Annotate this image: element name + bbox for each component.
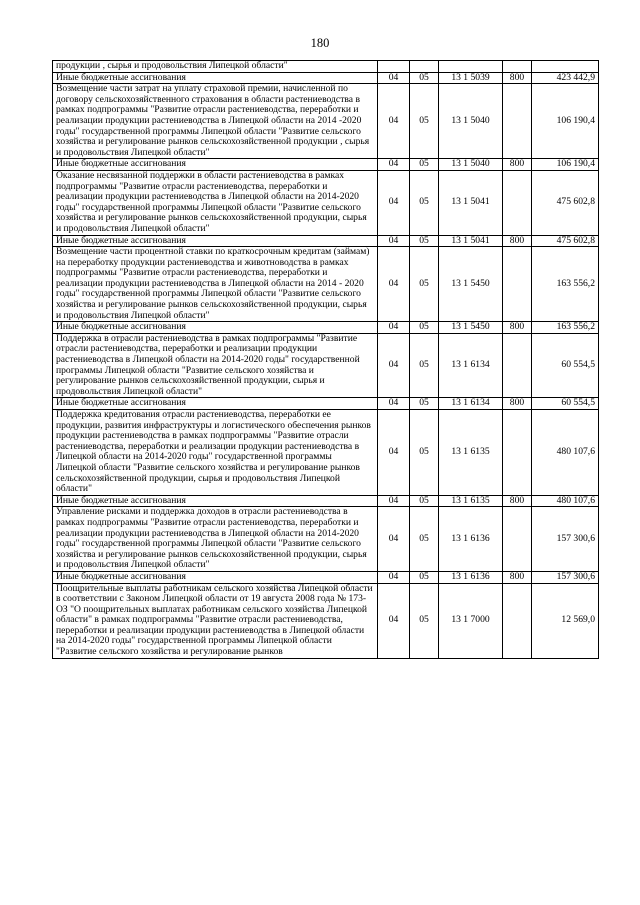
row-section-cell: 04 — [378, 235, 410, 247]
row-section-cell: 04 — [378, 495, 410, 507]
table-row — [53, 507, 599, 572]
row-section-cell: 04 — [378, 571, 410, 583]
row-name-cell: продукции , сырья и продовольствия Липецкой области" — [53, 61, 378, 73]
row-name-cell: Иные бюджетные ассигнования — [53, 235, 378, 247]
row-subsection-cell: 05 — [410, 247, 439, 322]
table-row — [53, 322, 599, 334]
row-target-cell: 13 1 7000 — [439, 583, 503, 658]
row-subsection-cell: 05 — [410, 170, 439, 235]
row-subsection-cell: 05 — [410, 583, 439, 658]
row-name-cell: Управление рисками и поддержка доходов в отрасли растениеводства в рамках подпрограммы "Развитие отрасли растениеводства, переработки и реализации продукции растениеводства в Липецкой области на 2014-2020 годы" государственной программы Липецкой области "Развитие сельского хозяйства и регулирование рынков сельскохозяйственной продукции, сырья и продовольствия Липецкой области" — [53, 507, 378, 572]
table-row — [53, 159, 599, 171]
row-section-cell: 04 — [378, 322, 410, 334]
row-section-cell: 04 — [378, 398, 410, 410]
row-subsection-cell: 05 — [410, 235, 439, 247]
row-name-cell: Иные бюджетные ассигнования — [53, 571, 378, 583]
budget-table-body — [53, 61, 599, 659]
table-row — [53, 410, 599, 496]
row-section-cell: 04 — [378, 333, 410, 398]
table-row — [53, 398, 599, 410]
row-target-cell: 13 1 5041 — [439, 235, 503, 247]
row-name-cell: Иные бюджетные ассигнования — [53, 159, 378, 171]
row-expense-cell: 800 — [503, 322, 532, 334]
row-subsection-cell: 05 — [410, 84, 439, 159]
row-expense-cell — [503, 583, 532, 658]
row-target-cell: 13 1 5041 — [439, 170, 503, 235]
row-target-cell: 13 1 5039 — [439, 72, 503, 84]
row-expense-cell — [503, 170, 532, 235]
row-section-cell: 04 — [378, 507, 410, 572]
row-expense-cell — [503, 84, 532, 159]
row-subsection-cell: 05 — [410, 410, 439, 496]
row-expense-cell — [503, 247, 532, 322]
row-name-cell: Поощрительные выплаты работникам сельского хозяйства Липецкой области в соответствии с Законом Липецкой области от 19 августа 2008 года № 173-ОЗ "О поощрительных выплатах работникам сельского хозяйства Липецкой области" в рамках подпрограммы "Развитие отрасли растениеводства, переработки и реализации продукции растениеводства в Липецкой области на 2014-2020 годы" государственной программы Липецкой области "Развитие сельского хозяйства и регулирование рынков — [53, 583, 378, 658]
row-amount-cell: 475 602,8 — [532, 235, 599, 247]
row-amount-cell: 106 190,4 — [532, 159, 599, 171]
row-expense-cell: 800 — [503, 495, 532, 507]
row-target-cell — [439, 61, 503, 73]
row-section-cell: 04 — [378, 84, 410, 159]
row-name-cell: Возмещение части процентной ставки по краткосрочным кредитам (займам) на переработку продукции растениеводства и животноводства в рамках подпрограммы "Развитие отрасли растениеводства, переработки и реализации продукции растениеводства в Липецкой области на 2014 - 2020 годы" государственной программы Липецкой области "Развитие сельского хозяйства и регулирование рынков сельскохозяйственной продукции, сырья и продовольствия Липецкой области" — [53, 247, 378, 322]
row-expense-cell — [503, 507, 532, 572]
row-target-cell: 13 1 6135 — [439, 495, 503, 507]
row-name-cell: Поддержка кредитования отрасли растениеводства, переработки ее продукции, развития инфраструктуры и логистического обеспечения рынков продукции растениеводства в рамках подпрограммы "Развитие отрасли растениеводства, переработки и реализации продукции растениеводства в Липецкой области на 2014-2020 годы" государственной программы Липецкой области "Развитие сельского хозяйства и регулирование рынков сельскохозяйственной продукции, сырья и продовольствия Липецкой области" — [53, 410, 378, 496]
row-name-cell: Иные бюджетные ассигнования — [53, 398, 378, 410]
row-target-cell: 13 1 6135 — [439, 410, 503, 496]
row-section-cell — [378, 61, 410, 73]
row-target-cell: 13 1 6134 — [439, 333, 503, 398]
row-amount-cell: 423 442,9 — [532, 72, 599, 84]
row-amount-cell — [532, 61, 599, 73]
row-amount-cell: 480 107,6 — [532, 410, 599, 496]
budget-table — [52, 60, 599, 659]
table-row — [53, 571, 599, 583]
table-row — [53, 84, 599, 159]
row-expense-cell — [503, 410, 532, 496]
row-expense-cell: 800 — [503, 159, 532, 171]
row-target-cell: 13 1 5450 — [439, 247, 503, 322]
row-subsection-cell: 05 — [410, 507, 439, 572]
row-section-cell: 04 — [378, 72, 410, 84]
row-name-cell: Иные бюджетные ассигнования — [53, 322, 378, 334]
table-row — [53, 583, 599, 658]
row-expense-cell: 800 — [503, 235, 532, 247]
row-subsection-cell: 05 — [410, 159, 439, 171]
row-amount-cell: 163 556,2 — [532, 247, 599, 322]
row-subsection-cell: 05 — [410, 571, 439, 583]
row-amount-cell: 106 190,4 — [532, 84, 599, 159]
row-section-cell: 04 — [378, 583, 410, 658]
page-number: 180 — [310, 36, 330, 50]
table-row — [53, 61, 599, 73]
table-row — [53, 247, 599, 322]
row-amount-cell: 475 602,8 — [532, 170, 599, 235]
row-expense-cell: 800 — [503, 398, 532, 410]
row-subsection-cell: 05 — [410, 495, 439, 507]
row-target-cell: 13 1 6136 — [439, 507, 503, 572]
row-section-cell: 04 — [378, 170, 410, 235]
row-section-cell: 04 — [378, 247, 410, 322]
row-name-cell: Возмещение части затрат на уплату страховой премии, начисленной по договору сельскохозяйственного страхования в области растениеводства в рамках подпрограммы "Развитие отрасли растениеводства, переработки и реализации продукции растениеводства в Липецкой области на 2014 -2020 годы" государственной программы Липецкой области "Развитие сельского хозяйства и регулирование рынков сельскохозяйственной продукции , сырья и продовольствия Липецкой области" — [53, 84, 378, 159]
row-name-cell: Иные бюджетные ассигнования — [53, 72, 378, 84]
row-name-cell: Поддержка в отрасли растениеводства в рамках подпрограммы "Развитие отрасли растениеводства, переработки и реализации продукции растениеводства в Липецкой области на 2014-2020 годы" государственной программы Липецкой области "Развитие сельского хозяйства и регулирование рынков сельскохозяйственной продукции, сырья и продовольствия Липецкой области" — [53, 333, 378, 398]
row-amount-cell: 12 569,0 — [532, 583, 599, 658]
row-subsection-cell: 05 — [410, 398, 439, 410]
table-row — [53, 235, 599, 247]
row-amount-cell: 60 554,5 — [532, 398, 599, 410]
row-target-cell: 13 1 5450 — [439, 322, 503, 334]
row-section-cell: 04 — [378, 159, 410, 171]
row-expense-cell — [503, 61, 532, 73]
row-expense-cell: 800 — [503, 72, 532, 84]
row-amount-cell: 480 107,6 — [532, 495, 599, 507]
row-amount-cell: 60 554,5 — [532, 333, 599, 398]
row-target-cell: 13 1 5040 — [439, 159, 503, 171]
table-row — [53, 333, 599, 398]
row-target-cell: 13 1 5040 — [439, 84, 503, 159]
row-amount-cell: 163 556,2 — [532, 322, 599, 334]
row-name-cell: Оказание несвязанной поддержки в области растениеводства в рамках подпрограммы "Развитие отрасли растениеводства, переработки и реализации продукции растениеводства в Липецкой области на 2014-2020 годы" государственной программы Липецкой области "Развитие сельского хозяйства и регулирование рынков сельскохозяйственной продукции, сырья и продовольствия Липецкой области" — [53, 170, 378, 235]
row-name-cell: Иные бюджетные ассигнования — [53, 495, 378, 507]
table-row — [53, 495, 599, 507]
row-target-cell: 13 1 6134 — [439, 398, 503, 410]
row-target-cell: 13 1 6136 — [439, 571, 503, 583]
table-row — [53, 170, 599, 235]
row-amount-cell: 157 300,6 — [532, 571, 599, 583]
row-section-cell: 04 — [378, 410, 410, 496]
row-subsection-cell — [410, 61, 439, 73]
table-row — [53, 72, 599, 84]
row-amount-cell: 157 300,6 — [532, 507, 599, 572]
row-expense-cell: 800 — [503, 571, 532, 583]
row-subsection-cell: 05 — [410, 322, 439, 334]
row-subsection-cell: 05 — [410, 72, 439, 84]
row-subsection-cell: 05 — [410, 333, 439, 398]
row-expense-cell — [503, 333, 532, 398]
